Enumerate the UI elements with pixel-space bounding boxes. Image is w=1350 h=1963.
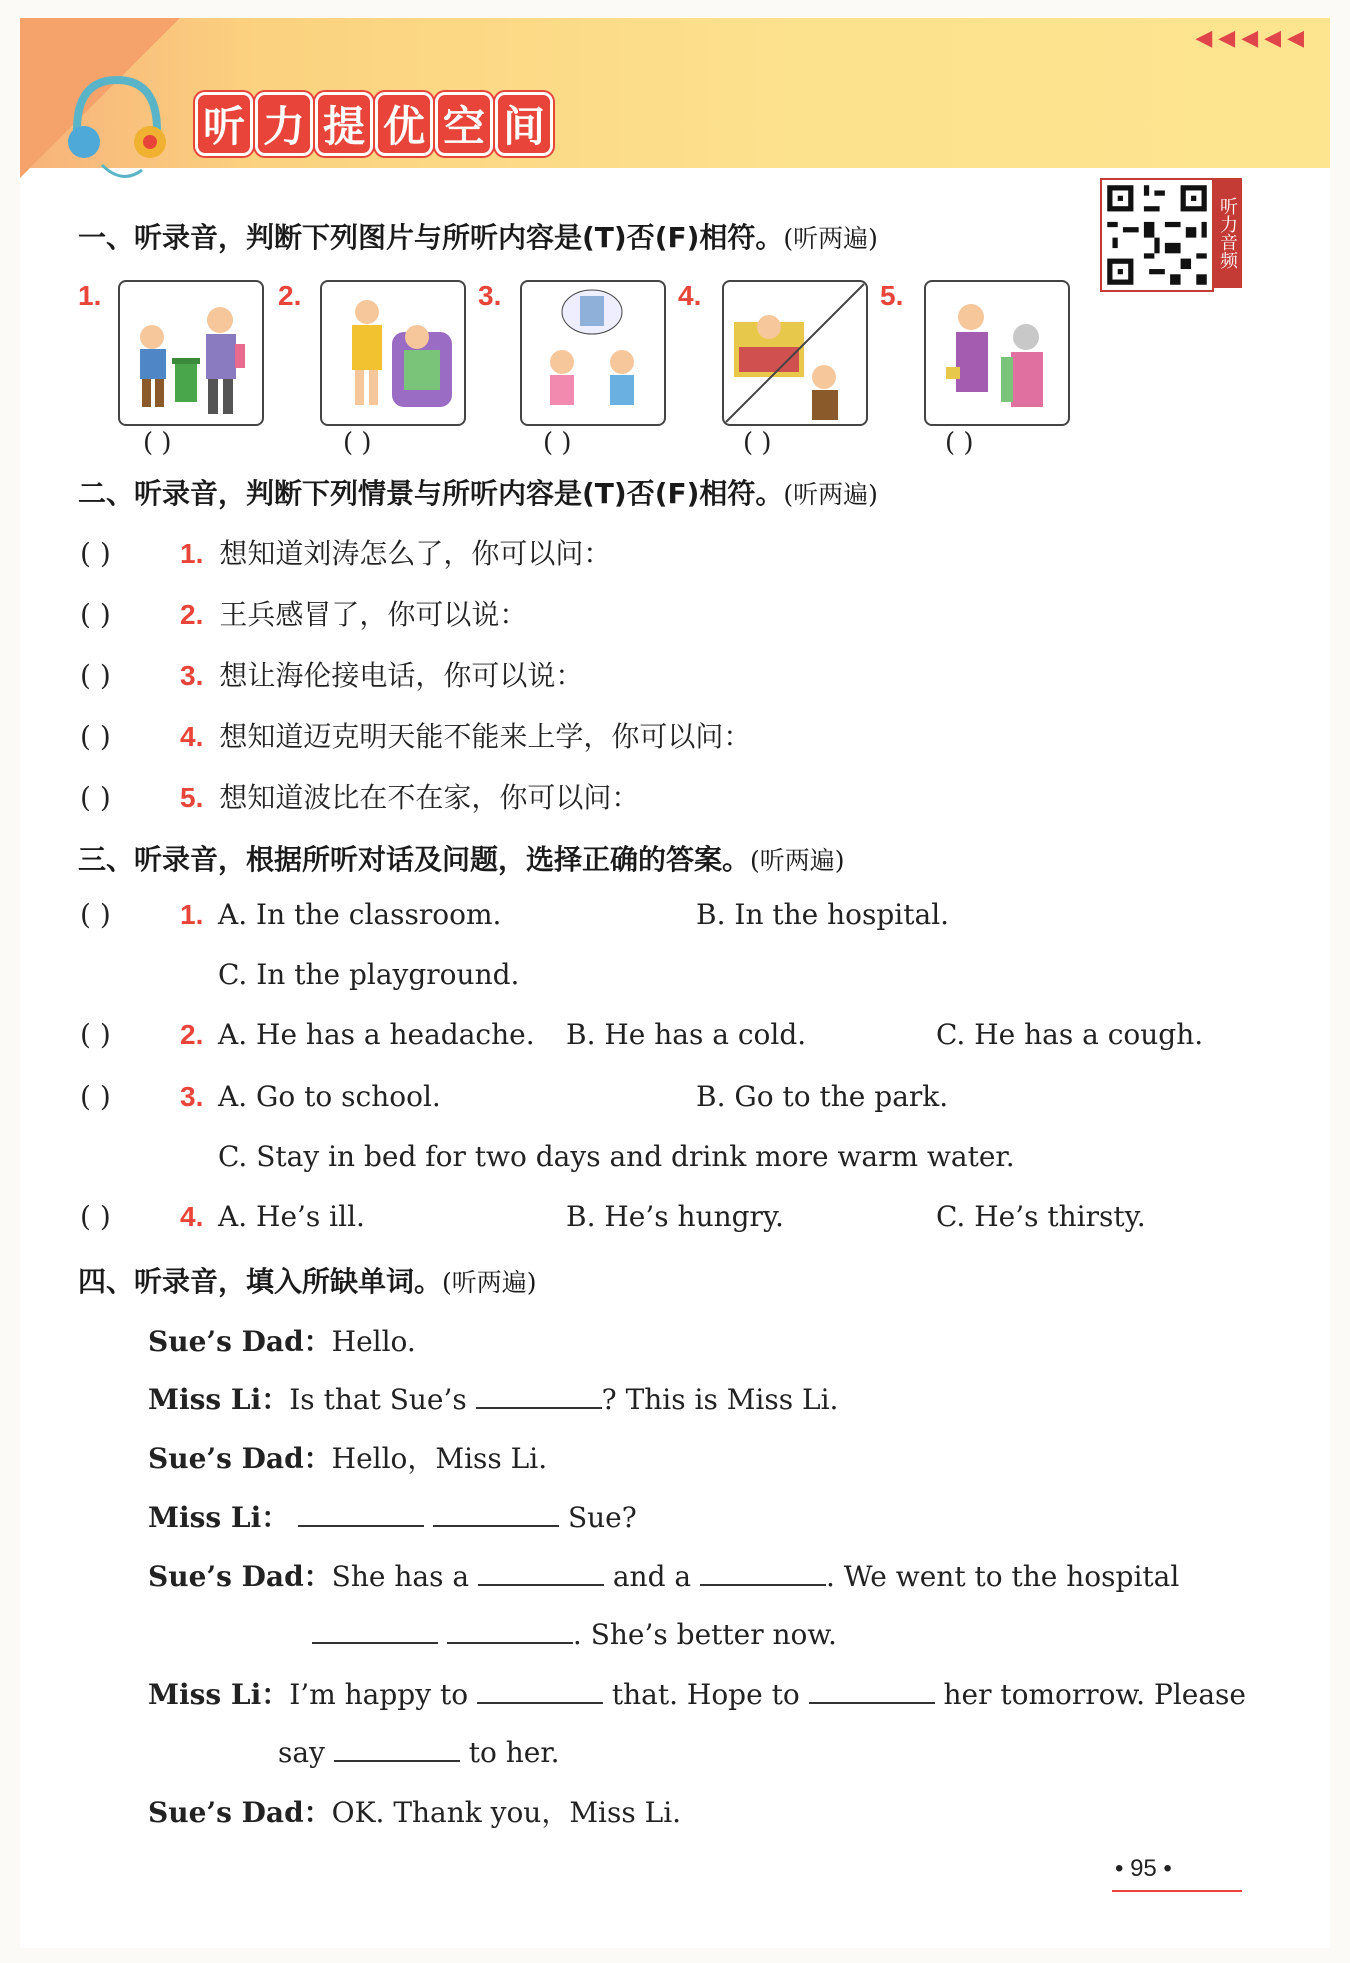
answer-paren[interactable]: ( ) (143, 428, 172, 458)
line-text: OK. Thank you，Miss Li. (331, 1796, 682, 1829)
item-number: 2. (180, 1019, 204, 1050)
line-text: and a (612, 1560, 692, 1593)
line-text: Hello. (331, 1325, 416, 1358)
blank-field[interactable] (312, 1614, 438, 1644)
section-3-note: (听两遍) (750, 846, 845, 875)
item-text: 王兵感冒了，你可以说： (219, 598, 528, 631)
boy-chair-man-icon (120, 282, 262, 424)
dialogue-line (148, 1791, 681, 1831)
title-char: 听 (195, 92, 253, 156)
dialogue-line (148, 1673, 1246, 1713)
answer-paren[interactable]: ( ) (80, 720, 111, 753)
item-number: 2. (180, 599, 204, 630)
speaker: Miss Li： (148, 1678, 290, 1711)
answer-paren[interactable]: ( ) (80, 1200, 111, 1233)
page-number-underline (1112, 1890, 1242, 1892)
line-text: Hello，Miss Li. (331, 1442, 548, 1475)
headphone-icon (62, 70, 172, 190)
picture-number: 1. (78, 280, 102, 311)
question-3 (80, 1080, 219, 1113)
caregiver-sick-person-icon (322, 282, 464, 424)
item-text: 想知道刘涛怎么了，你可以问： (219, 537, 612, 570)
answer-paren[interactable]: ( ) (343, 428, 372, 458)
section-1-note: (听两遍) (783, 224, 878, 253)
line-text: to her. (468, 1736, 560, 1769)
split-scene-icon (724, 282, 866, 424)
option-c[interactable]: C. He has a cough. (936, 1018, 1204, 1051)
question-1 (80, 898, 219, 931)
list-item (80, 715, 751, 755)
picture-3 (520, 280, 666, 426)
section-4-heading (78, 1260, 537, 1300)
blank-field[interactable] (433, 1497, 559, 1527)
line-text: She has a (331, 1560, 470, 1593)
section-3-title: 三、听录音，根据所听对话及问题，选择正确的答案。 (78, 843, 751, 876)
picture-4 (722, 280, 868, 426)
answer-paren[interactable]: ( ) (543, 428, 572, 458)
item-number: 5. (180, 782, 204, 813)
speaker: Sue’s Dad： (148, 1442, 332, 1475)
item-text: 想知道波比在不在家，你可以问： (219, 781, 640, 814)
answer-paren[interactable]: ( ) (945, 428, 974, 458)
section-1-heading (78, 216, 878, 256)
picture-2 (320, 280, 466, 426)
item-number: 3. (180, 660, 204, 691)
item-text: 想让海伦接电话，你可以说： (219, 659, 584, 692)
blank-field[interactable] (298, 1497, 424, 1527)
dialogue-line (148, 1378, 838, 1418)
answer-paren[interactable]: ( ) (80, 1080, 111, 1113)
line-text: Sue? (567, 1501, 637, 1534)
item-number: 4. (180, 1201, 204, 1232)
line-text: . We went to the hospital (826, 1560, 1180, 1593)
blank-field[interactable] (476, 1379, 602, 1409)
list-item (80, 532, 611, 572)
speaker: Sue’s Dad： (148, 1796, 332, 1829)
item-text: 想知道迈克明天能不能来上学，你可以问： (219, 720, 752, 753)
picture-1 (118, 280, 264, 426)
dialogue-line (312, 1614, 837, 1651)
list-item (80, 654, 583, 694)
line-text: say (278, 1736, 325, 1769)
line-text: her tomorrow. Please (943, 1678, 1246, 1711)
section-2-title: 二、听录音，判断下列情景与所听内容是(T)否(F)相符。 (78, 477, 784, 510)
option-b[interactable]: B. He has a cold. (566, 1018, 807, 1051)
blank-field[interactable] (447, 1614, 573, 1644)
section-4-title: 四、听录音，填入所缺单词。 (78, 1265, 443, 1298)
blank-field[interactable] (478, 1556, 604, 1586)
title-char: 力 (255, 92, 313, 156)
line-text: I’m happy to (289, 1678, 469, 1711)
picture-number: 5. (880, 280, 904, 311)
section-4-note: (听两遍) (442, 1268, 537, 1297)
answer-paren[interactable]: ( ) (80, 598, 111, 631)
page-title (195, 92, 553, 156)
line-text: that. Hope to (611, 1678, 800, 1711)
blank-field[interactable] (334, 1732, 460, 1762)
kids-thinking-icon (522, 282, 664, 424)
dialogue-line (148, 1320, 416, 1360)
arrows-decoration-icon: ◀◀◀◀◀ (1195, 26, 1310, 51)
list-item (80, 593, 527, 633)
answer-paren[interactable]: ( ) (743, 428, 772, 458)
woman-elderly-icon (926, 282, 1068, 424)
option-b[interactable]: B. Go to the park. (696, 1080, 949, 1113)
option-a[interactable]: A. In the classroom. (218, 898, 502, 931)
option-a[interactable]: A. Go to school. (218, 1080, 441, 1113)
answer-paren[interactable]: ( ) (80, 537, 111, 570)
item-number: 3. (180, 1081, 204, 1112)
item-number: 4. (180, 721, 204, 752)
picture-5 (924, 280, 1070, 426)
page-number: • 95 • (1115, 1855, 1172, 1882)
dialogue-line (148, 1496, 637, 1536)
line-text: . She’s better now. (572, 1618, 837, 1651)
blank-field[interactable] (809, 1674, 935, 1704)
dialogue-line (148, 1437, 547, 1477)
section-3-heading (78, 838, 845, 878)
option-b[interactable]: B. In the hospital. (696, 898, 950, 931)
picture-number: 2. (278, 280, 302, 311)
speaker: Sue’s Dad： (148, 1325, 332, 1358)
section-1-title: 一、听录音，判断下列图片与所听内容是(T)否(F)相符。 (78, 221, 784, 254)
answer-paren[interactable]: ( ) (80, 781, 111, 814)
option-c[interactable]: C. He’s thirsty. (936, 1200, 1146, 1233)
dialogue-line (148, 1555, 1179, 1595)
option-c[interactable]: C. In the playground. (218, 958, 520, 991)
answer-paren[interactable]: ( ) (80, 659, 111, 692)
question-4 (80, 1200, 219, 1233)
item-number: 1. (180, 899, 204, 930)
title-char: 提 (315, 92, 373, 156)
title-char: 优 (375, 92, 433, 156)
option-a[interactable]: A. He has a headache. (218, 1018, 535, 1051)
qr-label: 听力音频 (1212, 178, 1242, 288)
section-2-note: (听两遍) (783, 480, 878, 509)
blank-field[interactable] (700, 1556, 826, 1586)
title-char: 空 (435, 92, 493, 156)
list-item (80, 776, 639, 816)
picture-number: 4. (678, 280, 702, 311)
item-number: 1. (180, 538, 204, 569)
section-2-heading (78, 472, 878, 512)
option-a[interactable]: A. He’s ill. (218, 1200, 365, 1233)
qr-code-icon[interactable] (1100, 178, 1214, 292)
line-text: ? This is Miss Li. (601, 1383, 839, 1416)
speaker: Sue’s Dad： (148, 1560, 332, 1593)
line-text: Is that Sue’s (289, 1383, 467, 1416)
answer-paren[interactable]: ( ) (80, 898, 111, 931)
option-c[interactable]: C. Stay in bed for two days and drink more warm water. (218, 1140, 1015, 1173)
title-char: 间 (495, 92, 553, 156)
answer-paren[interactable]: ( ) (80, 1018, 111, 1051)
speaker: Miss Li： (148, 1501, 290, 1534)
blank-field[interactable] (477, 1674, 603, 1704)
dialogue-line (278, 1732, 560, 1769)
option-b[interactable]: B. He’s hungry. (566, 1200, 784, 1233)
question-2 (80, 1018, 219, 1051)
speaker: Miss Li： (148, 1383, 290, 1416)
picture-number: 3. (478, 280, 502, 311)
